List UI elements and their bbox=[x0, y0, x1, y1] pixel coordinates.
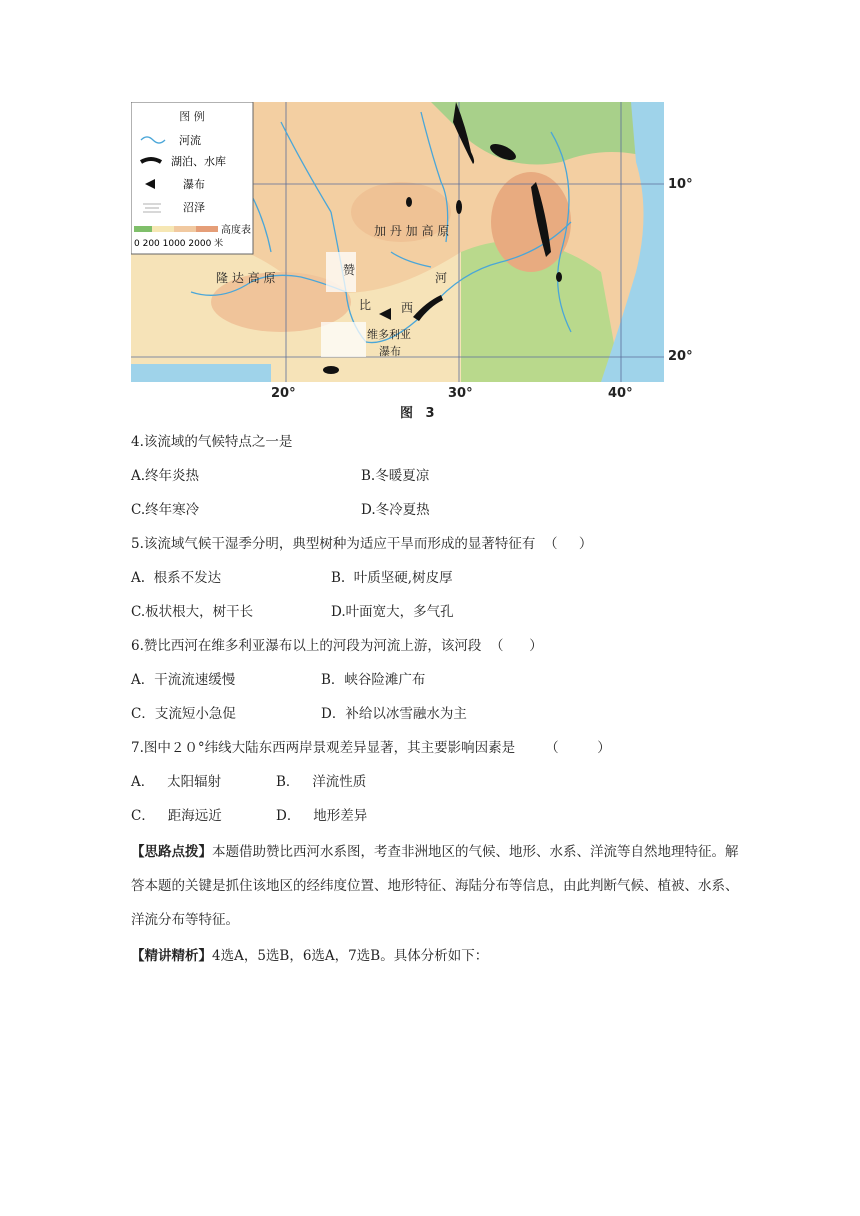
q6-option-a: A．干流流速缓慢 bbox=[131, 672, 236, 688]
elev-band-3 bbox=[174, 226, 196, 232]
question-4-options-row2 bbox=[131, 493, 751, 527]
q6-option-b: B．峡谷险滩广布 bbox=[321, 672, 426, 688]
lon-label-40: 40° bbox=[608, 386, 633, 401]
lon-label-20: 20° bbox=[271, 386, 296, 401]
river-char-xi: 西 bbox=[401, 301, 414, 315]
analysis-explain bbox=[131, 939, 751, 973]
question-list bbox=[131, 425, 751, 973]
legend-swamp-label: 沼泽 bbox=[183, 201, 205, 214]
q4-option-a: A.终年炎热 bbox=[131, 468, 200, 484]
explain-label: 【精讲精析】 bbox=[131, 948, 212, 964]
lunda-plateau-label: 隆 达 高 原 bbox=[216, 271, 276, 285]
elevation-scale: 0 200 1000 2000 米 bbox=[134, 239, 224, 249]
question-4-stem: 4.该流域的气候特点之一是 bbox=[131, 434, 293, 450]
victoria-label: 维多利亚 bbox=[367, 328, 411, 341]
question-5-stem: 5.该流域气候干湿季分明，典型树种为适应干旱而形成的显著特征有 （ ） bbox=[131, 536, 593, 552]
legend-waterfall-label: 瀑布 bbox=[183, 178, 205, 191]
lat-label-20: 20° bbox=[668, 349, 693, 364]
explain-text: 4选A，5选B，6选A，7选B。具体分析如下： bbox=[212, 948, 489, 964]
lon-label-30: 30° bbox=[448, 386, 473, 401]
q6-option-d: D．补给以冰雪融水为主 bbox=[321, 706, 467, 722]
question-5-options-row2 bbox=[131, 595, 751, 629]
ocean-south bbox=[131, 364, 271, 382]
q5-option-a: A. 根系不发达 bbox=[131, 570, 222, 586]
lat-label-10: 10° bbox=[668, 177, 693, 192]
katanga-plateau-label: 加 丹 加 高 原 bbox=[374, 224, 450, 238]
legend-title: 图 例 bbox=[179, 110, 205, 123]
river-char-he: 河 bbox=[435, 271, 448, 285]
legend-lake-label: 湖泊、水库 bbox=[171, 155, 226, 168]
q5-option-c: C.板状根大，树干长 bbox=[131, 604, 254, 620]
q7-option-d: D． 地形差异 bbox=[276, 808, 368, 824]
q4-option-d: D.冬冷夏热 bbox=[361, 502, 430, 518]
legend-river-label: 河流 bbox=[179, 134, 201, 147]
figure-caption: 图 3 bbox=[400, 406, 439, 421]
question-7-options-row2 bbox=[131, 799, 751, 833]
elev-band-4 bbox=[196, 226, 218, 232]
question-4-options-row1 bbox=[131, 459, 751, 493]
tip-label: 【思路点拨】 bbox=[131, 844, 212, 860]
analysis-tip bbox=[131, 835, 751, 937]
q6-option-c: C．支流短小急促 bbox=[131, 706, 236, 722]
tip-text: 本题借助赞比西河水系图，考查非洲地区的气候、地形、水系、洋流等自然地理特征。解答本题的关键是抓住该地区的经纬度位置、地形特征、海陆分布等信息，由此判断气候、植被、水系、洋流分布等特征。 bbox=[131, 844, 739, 928]
question-7-options-row1 bbox=[131, 765, 751, 799]
question-6-stem: 6.赞比西河在维多利亚瀑布以上的河段为河流上游，该河段 （ ） bbox=[131, 638, 543, 654]
legend bbox=[131, 102, 253, 254]
zambezi-map bbox=[131, 102, 664, 382]
q4-option-c: C.终年寒冷 bbox=[131, 502, 200, 518]
q7-option-c: C． 距海远近 bbox=[131, 808, 222, 824]
question-6-options-row1 bbox=[131, 663, 751, 697]
q5-option-d: D.叶面宽大，多气孔 bbox=[331, 604, 454, 620]
map-svg bbox=[131, 102, 664, 382]
falls-label: 瀑布 bbox=[379, 345, 401, 358]
q7-option-a: A． 太阳辐射 bbox=[131, 774, 222, 790]
river-char-zan: 赞 bbox=[343, 263, 356, 277]
q5-option-b: B. 叶质坚硬,树皮厚 bbox=[331, 570, 453, 586]
question-5-options-row1 bbox=[131, 561, 751, 595]
q4-option-b: B.冬暖夏凉 bbox=[361, 468, 430, 484]
elevation-title: 高度表 bbox=[221, 225, 251, 236]
elev-band-2 bbox=[152, 226, 174, 232]
q7-option-b: B． 洋流性质 bbox=[276, 774, 367, 790]
question-6-options-row2 bbox=[131, 697, 751, 731]
river-char-bi: 比 bbox=[359, 298, 372, 312]
elev-band-1 bbox=[134, 226, 152, 232]
question-7-stem: 7.图中２０°纬线大陆东西两岸景观差异显著，其主要影响因素是 （ ） bbox=[131, 740, 611, 756]
